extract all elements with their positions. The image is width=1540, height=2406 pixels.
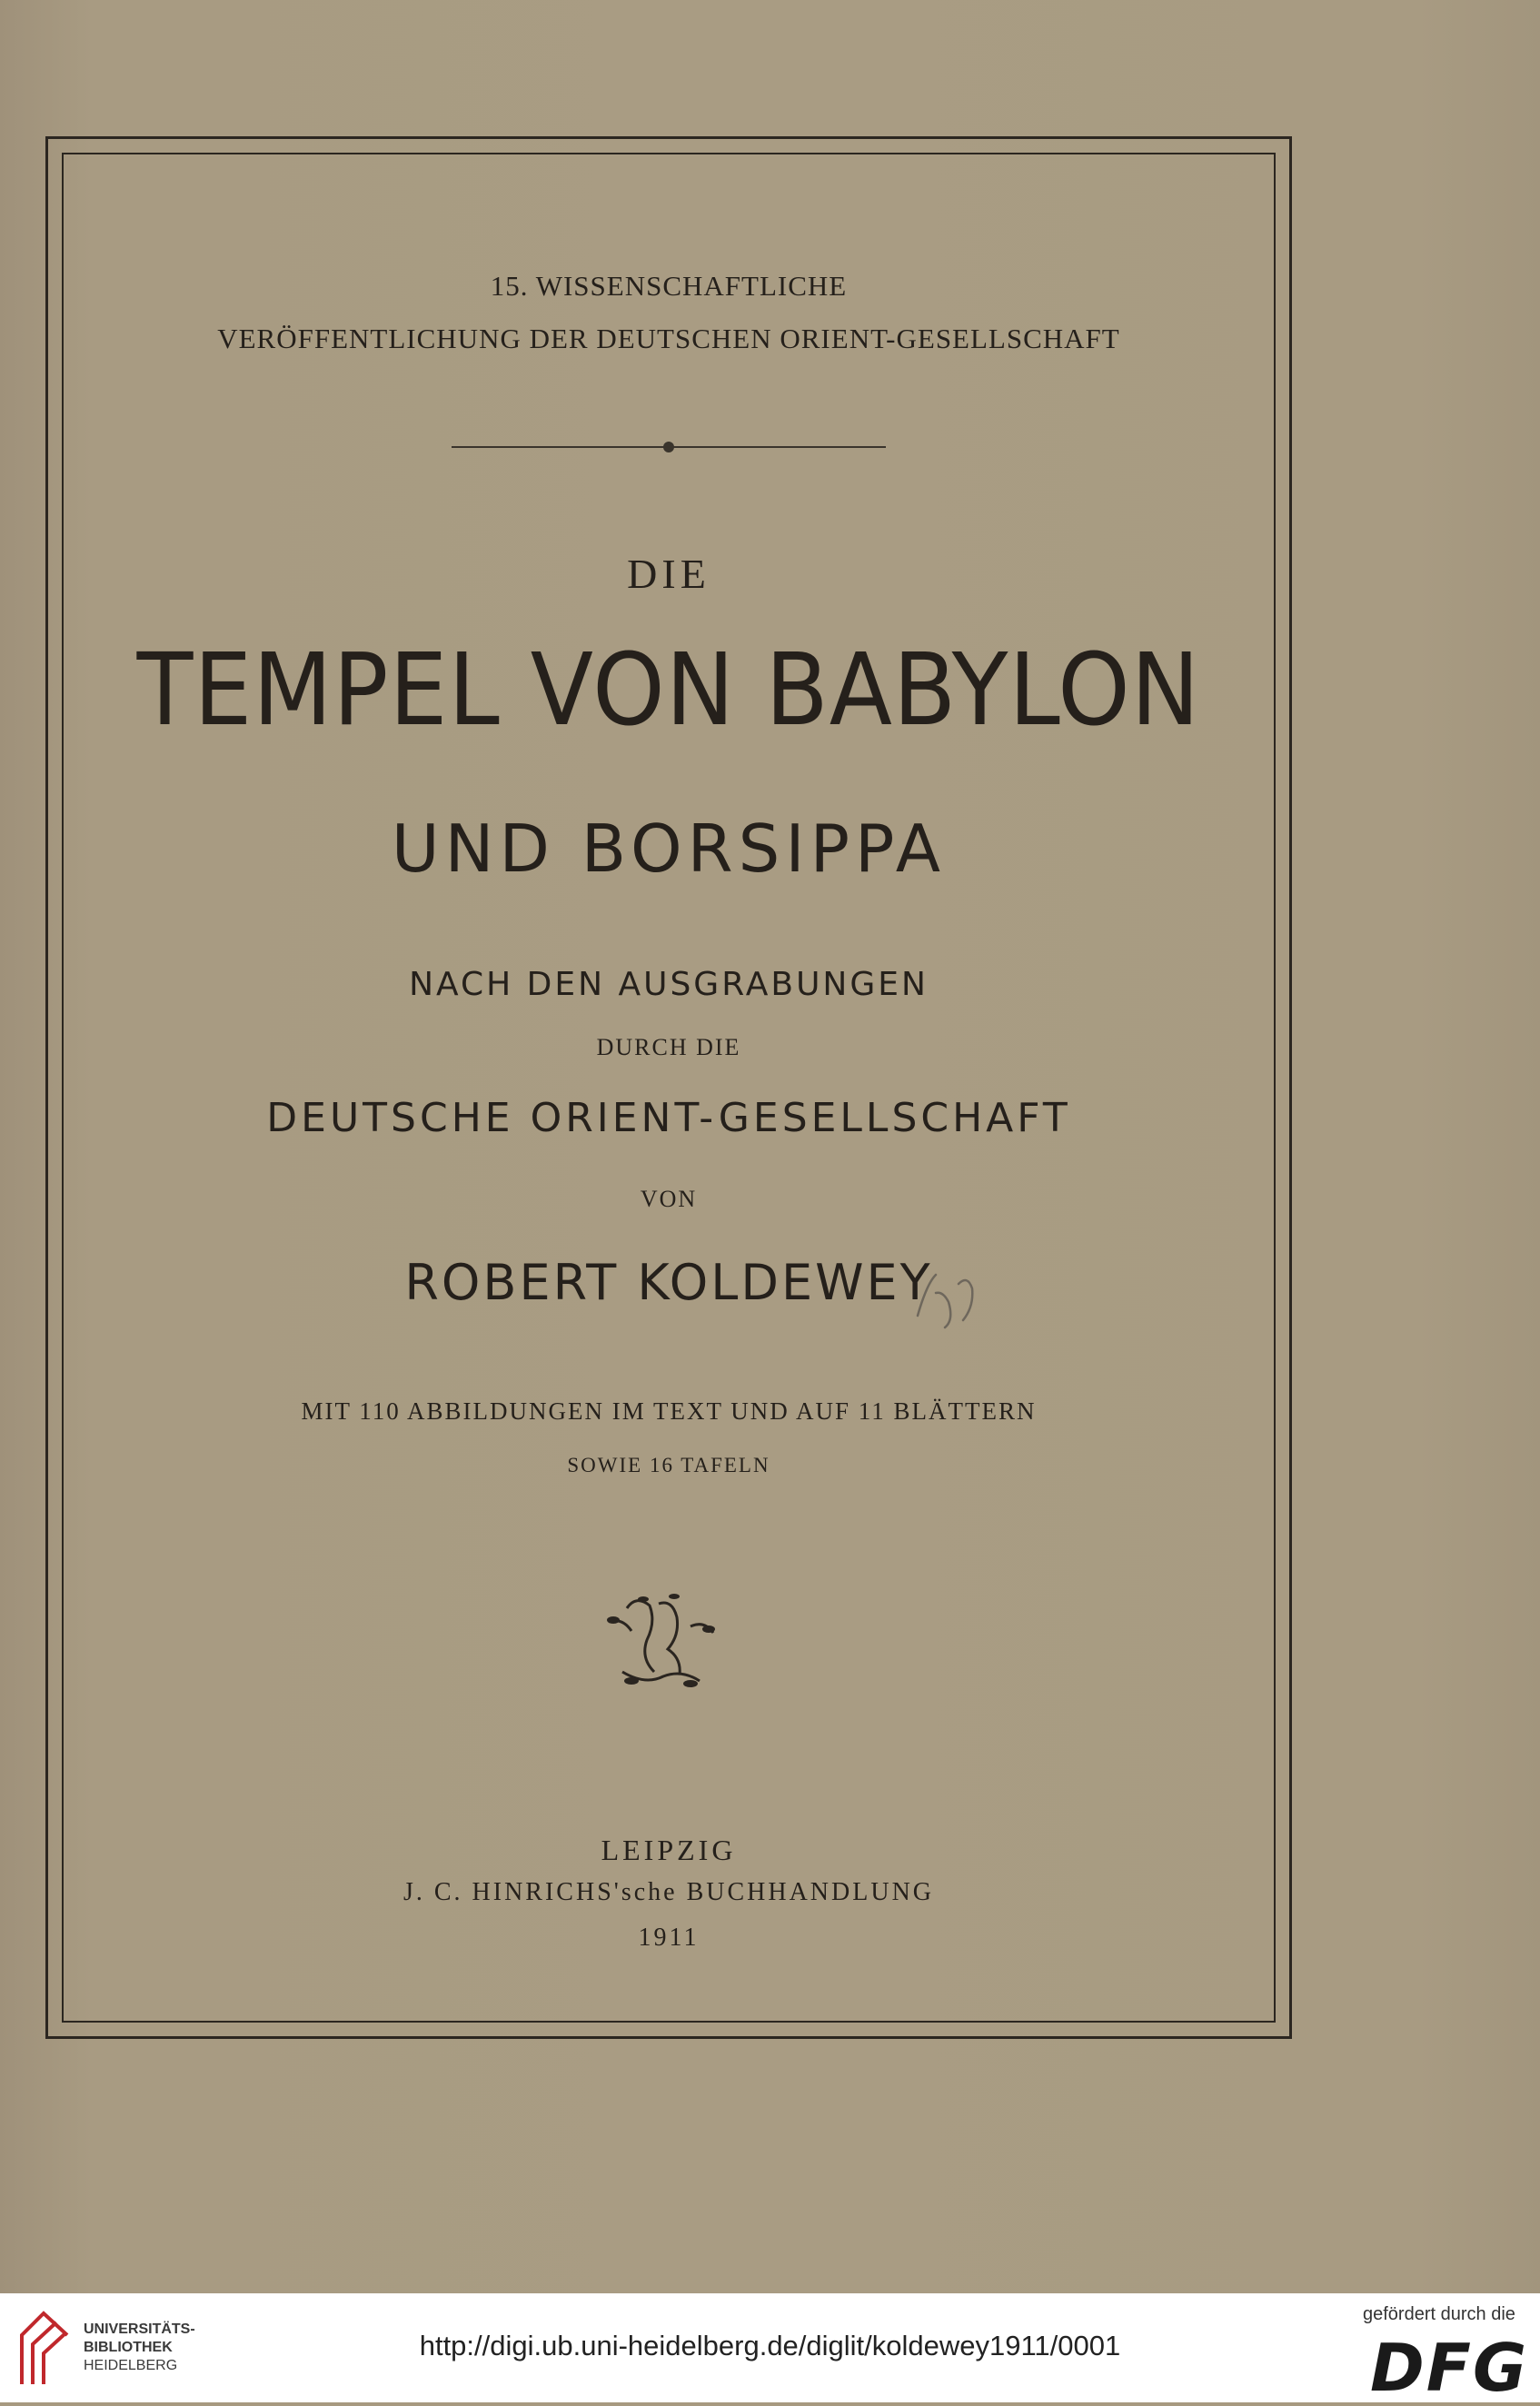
durch-die-line: DURCH DIE bbox=[596, 1034, 741, 1060]
society-name: DEUTSCHE ORIENT-GESELLSCHAFT bbox=[266, 1095, 1071, 1141]
author-name: ROBERT KOLDEWEY bbox=[404, 1254, 933, 1311]
permalink-url[interactable]: http://digi.ub.uni-heidelberg.de/diglit/koldewey1911/0001 bbox=[419, 2330, 1121, 2361]
publisher-name: J. C. HINRICHS'sche BUCHHANDLUNG bbox=[402, 1878, 935, 1906]
rule-ornament-dot bbox=[663, 442, 674, 452]
funding-caption: gefördert durch die bbox=[1363, 2304, 1515, 2324]
handwritten-mark-icon bbox=[909, 1266, 990, 1329]
dfg-logo: DFG bbox=[1370, 2330, 1529, 2406]
inner-border-frame bbox=[62, 153, 1276, 2023]
digitization-footer bbox=[0, 2293, 1540, 2406]
publication-year: 1911 bbox=[638, 1924, 700, 1952]
illustrations-note: MIT 110 ABBILDUNGEN IM TEXT UND AUF 11 BLÄTTERN bbox=[301, 1397, 1037, 1425]
main-title: TEMPEL VON BABYLON bbox=[136, 631, 1201, 748]
series-number-line: 15. WISSENSCHAFTLICHE bbox=[490, 270, 848, 302]
series-name-line: VERÖFFENTLICHUNG DER DEUTSCHEN ORIENT-GESELLSCHAFT bbox=[217, 323, 1120, 354]
plates-note: SOWIE 16 TAFELN bbox=[567, 1454, 770, 1476]
subtitle: UND BORSIPPA bbox=[391, 810, 947, 887]
library-name: UNIVERSITÄTS- BIBLIOTHEK HEIDELBERG bbox=[84, 2321, 195, 2373]
publisher-monogram-icon bbox=[591, 1586, 727, 1695]
excavation-note: NACH DEN AUSGRABUNGEN bbox=[409, 966, 929, 1003]
von-line: VON bbox=[640, 1186, 698, 1212]
publication-place: LEIPZIG bbox=[601, 1834, 737, 1866]
title-article: DIE bbox=[627, 551, 710, 597]
